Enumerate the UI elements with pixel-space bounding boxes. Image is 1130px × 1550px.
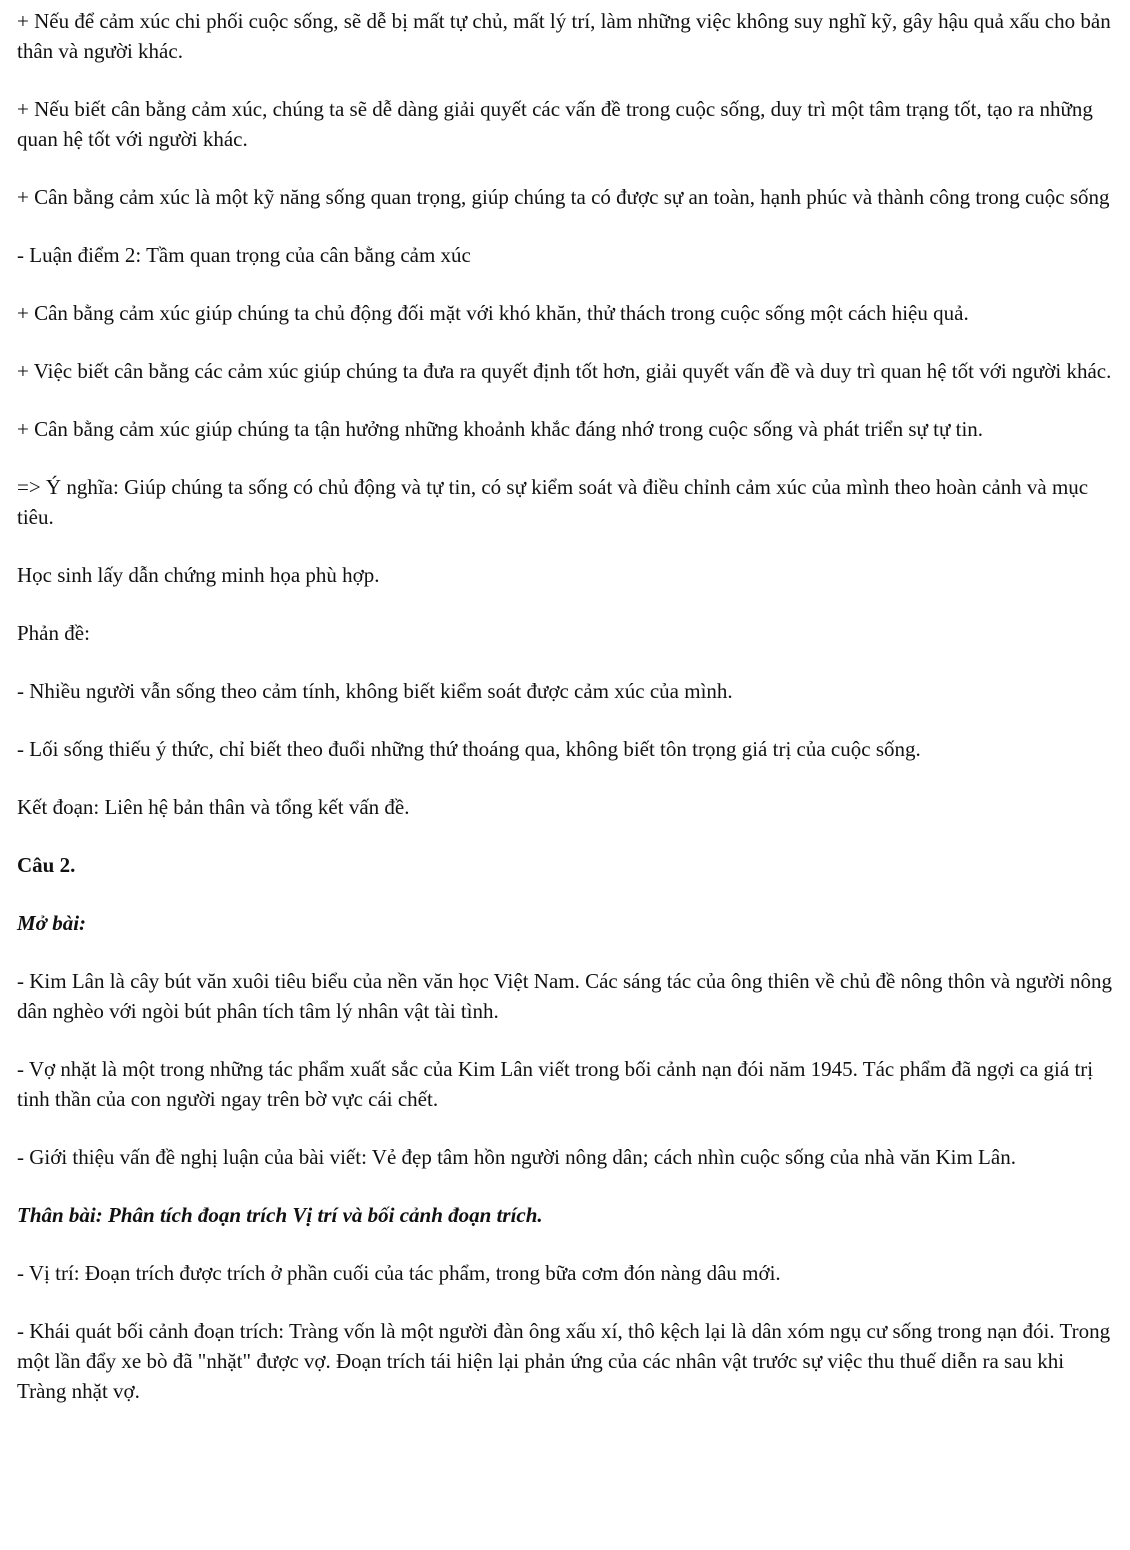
- paragraph-author-intro: - Kim Lân là cây bút văn xuôi tiêu biểu của nền văn học Việt Nam. Các sáng tác của ông thiên về chủ đề nông thôn và người nông dân nghèo với ngòi bút phân tích tâm lý nhân vật tài tình.: [17, 969, 1113, 1023]
- paragraph-self-confidence: + Cân bằng cảm xúc giúp chúng ta tận hưởng những khoảnh khắc đáng nhớ trong cuộc sống và phát triển sự tự tin.: [17, 417, 984, 441]
- paragraph-conclusion: Kết đoạn: Liên hệ bản thân và tổng kết vấn đề.: [17, 795, 410, 819]
- paragraph-topic-intro: - Giới thiệu vấn đề nghị luận của bài viết: Vẻ đẹp tâm hồn người nông dân; cách nhìn cuộc sống của nhà văn Kim Lân.: [17, 1145, 1016, 1169]
- intro-heading: Mở bài:: [17, 911, 87, 935]
- paragraph-argument-2: - Luận điểm 2: Tầm quan trọng của cân bằng cảm xúc: [17, 243, 471, 267]
- paragraph-consequence-uncontrolled: + Nếu để cảm xúc chi phối cuộc sống, sẽ dễ bị mất tự chủ, mất lý trí, làm những việc không suy nghĩ kỹ, gây hậu quả xấu cho bản thân và người khác.: [17, 9, 1111, 63]
- paragraph-face-challenges: + Cân bằng cảm xúc giúp chúng ta chủ động đối mặt với khó khăn, thử thách trong cuộc sống một cách hiệu quả.: [17, 301, 969, 325]
- paragraph-counter-heading: Phản đề:: [17, 621, 90, 645]
- paragraph-work-intro: - Vợ nhặt là một trong những tác phẩm xuất sắc của Kim Lân viết trong bối cảnh nạn đói năm 1945. Tác phẩm đã ngợi ca giá trị tinh thần của con người ngay trên bờ vực cái chết.: [17, 1057, 1094, 1111]
- paragraph-evidence-note: Học sinh lấy dẫn chứng minh họa phù hợp.: [17, 563, 380, 587]
- paragraph-life-skill: + Cân bằng cảm xúc là một kỹ năng sống quan trọng, giúp chúng ta có được sự an toàn, hạnh phúc và thành công trong cuộc sống: [17, 185, 1110, 209]
- body-heading: Thân bài: Phân tích đoạn trích Vị trí và bối cảnh đoạn trích.: [17, 1203, 543, 1227]
- question-2-heading: Câu 2.: [17, 853, 76, 877]
- paragraph-counter-2: - Lối sống thiếu ý thức, chỉ biết theo đuổi những thứ thoáng qua, không biết tôn trọng giá trị của cuộc sống.: [17, 737, 921, 761]
- paragraph-context: - Khái quát bối cảnh đoạn trích: Tràng vốn là một người đàn ông xấu xí, thô kệch lại là dân xóm ngụ cư sống trong nạn đói. Trong một lần đẩy xe bò đã "nhặt" được vợ. Đoạn trích tái hiện lại phản ứng của các nhân vật trước sự việc thu thuế diễn ra sau khi Tràng nhặt vợ.: [17, 1319, 1111, 1403]
- document-body: [17, 6, 1117, 1434]
- paragraph-counter-1: - Nhiều người vẫn sống theo cảm tính, không biết kiểm soát được cảm xúc của mình.: [17, 679, 733, 703]
- paragraph-better-decisions: + Việc biết cân bằng các cảm xúc giúp chúng ta đưa ra quyết định tốt hơn, giải quyết vấn đề và duy trì quan hệ tốt với người khác.: [17, 359, 1112, 383]
- paragraph-meaning: => Ý nghĩa: Giúp chúng ta sống có chủ động và tự tin, có sự kiểm soát và điều chỉnh cảm xúc của mình theo hoàn cảnh và mục tiêu.: [17, 475, 1089, 529]
- paragraph-position: - Vị trí: Đoạn trích được trích ở phần cuối của tác phẩm, trong bữa cơm đón nàng dâu mới.: [17, 1261, 781, 1285]
- paragraph-benefit-balance: + Nếu biết cân bằng cảm xúc, chúng ta sẽ dễ dàng giải quyết các vấn đề trong cuộc sống, duy trì một tâm trạng tốt, tạo ra những quan hệ tốt với người khác.: [17, 97, 1093, 151]
